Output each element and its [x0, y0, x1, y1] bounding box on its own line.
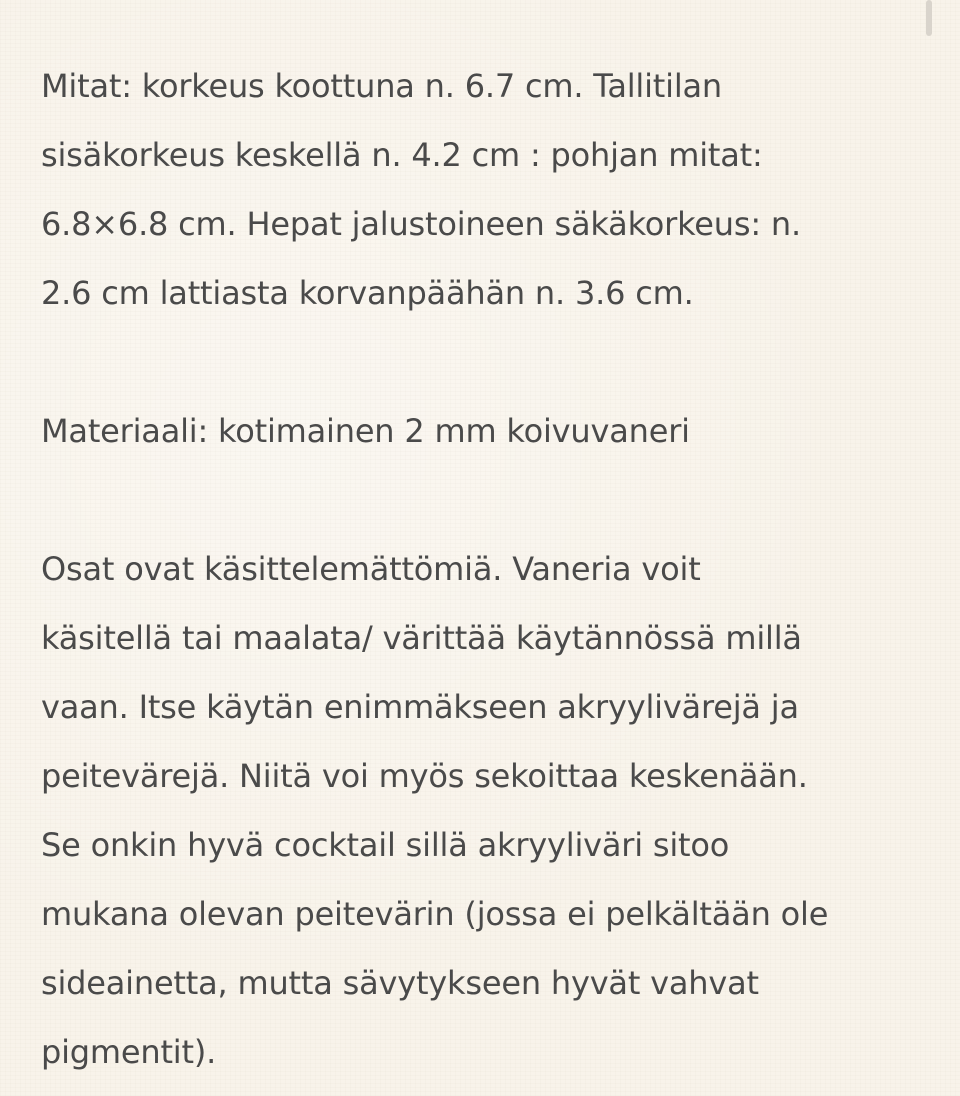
scroll-indicator[interactable] [926, 0, 932, 36]
dimensions-paragraph: Mitat: korkeus koottuna n. 6.7 cm. Tallitilan sisäkorkeus keskellä n. 4.2 cm : pohjan mitat: 6.8×6.8 cm. Hepat jalustoineen säkäkorkeus: n. 2.6 cm lattiasta korvanpäähän n. 3.6 cm. [41, 67, 801, 312]
finishing-paragraph: Osat ovat käsittelemättömiä. Vaneria voit käsitellä tai maalata/ värittää käytännössä millä vaan. Itse käytän enimmäkseen akryylivärejä ja peitevärejä. Niitä voi myös sekoittaa keskenään. Se onkin hyvä cocktail sillä akryyliväri sitoo mukana olevan peitevärin (jossa ei pelkältään ole sideainetta, mutta sävytykseen hyvät vahvat pigmentit). [41, 550, 829, 1071]
material-paragraph: Materiaali: kotimainen 2 mm koivuvaneri [41, 412, 690, 450]
product-description [41, 52, 941, 1087]
